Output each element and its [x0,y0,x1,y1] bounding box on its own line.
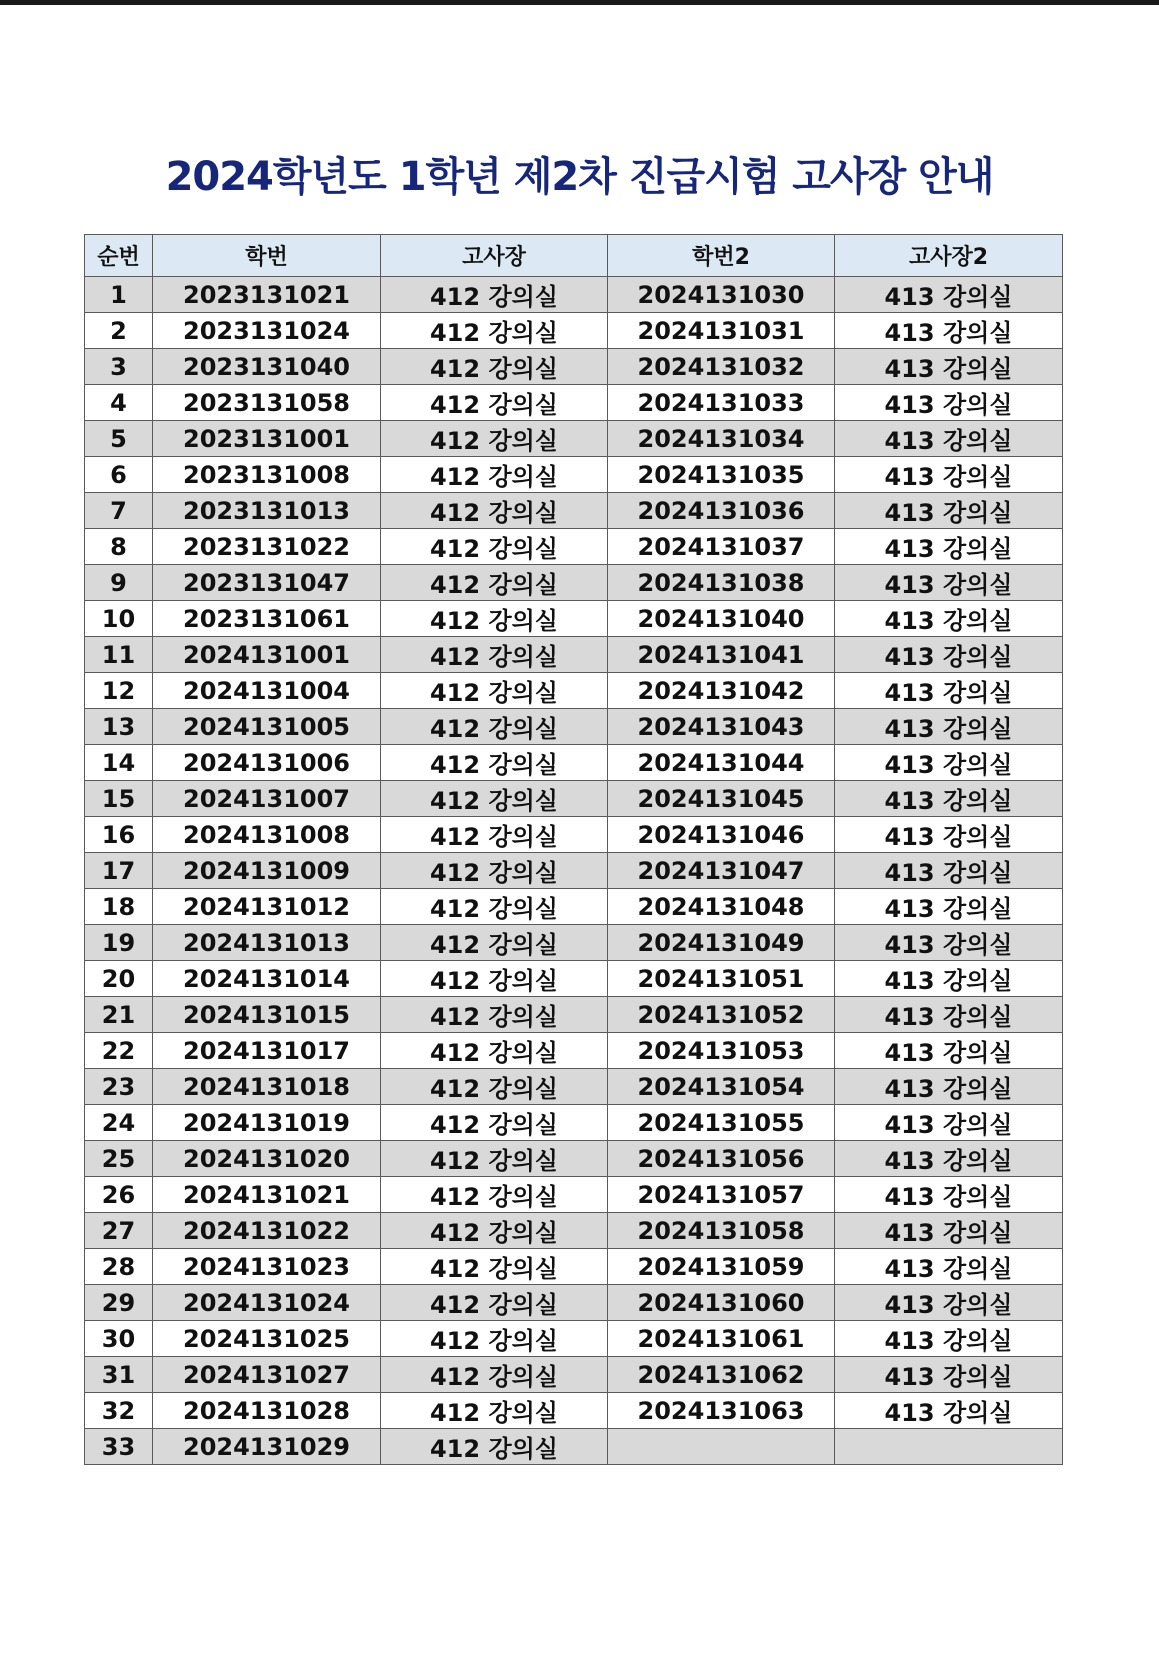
cell-exam-room-2: 413 강의실 [835,1249,1063,1285]
table-row [85,1141,1063,1177]
table-row [85,637,1063,673]
table-body [85,277,1063,1465]
cell-student-id: 2024131013 [153,925,381,961]
table-row [85,457,1063,493]
cell-seq: 15 [85,781,153,817]
cell-student-id-2: 2024131057 [608,1177,835,1213]
cell-seq: 14 [85,745,153,781]
cell-exam-room-2: 413 강의실 [835,889,1063,925]
cell-exam-room-2: 413 강의실 [835,745,1063,781]
table-row [85,349,1063,385]
cell-student-id-2: 2024131060 [608,1285,835,1321]
cell-student-id-2: 2024131036 [608,493,835,529]
cell-student-id-2: 2024131047 [608,853,835,889]
cell-student-id: 2024131014 [153,961,381,997]
cell-student-id: 2024131021 [153,1177,381,1213]
cell-seq: 32 [85,1393,153,1429]
cell-student-id: 2024131017 [153,1033,381,1069]
exam-room-table [84,234,1063,1465]
table-row [85,1285,1063,1321]
cell-exam-room: 412 강의실 [381,781,608,817]
cell-seq: 5 [85,421,153,457]
cell-student-id: 2024131029 [153,1429,381,1465]
cell-exam-room: 412 강의실 [381,1249,608,1285]
table-row [85,565,1063,601]
cell-student-id: 2023131021 [153,277,381,313]
cell-student-id-2: 2024131030 [608,277,835,313]
cell-student-id-2: 2024131044 [608,745,835,781]
cell-student-id-2: 2024131032 [608,349,835,385]
cell-student-id: 2024131008 [153,817,381,853]
cell-seq: 12 [85,673,153,709]
cell-student-id-2: 2024131062 [608,1357,835,1393]
cell-student-id: 2024131005 [153,709,381,745]
cell-seq: 16 [85,817,153,853]
cell-exam-room: 412 강의실 [381,889,608,925]
cell-exam-room: 412 강의실 [381,1213,608,1249]
table-row [85,673,1063,709]
cell-exam-room: 412 강의실 [381,745,608,781]
cell-exam-room-2: 413 강의실 [835,349,1063,385]
cell-student-id: 2024131012 [153,889,381,925]
cell-seq: 8 [85,529,153,565]
cell-student-id-2: 2024131055 [608,1105,835,1141]
cell-exam-room: 412 강의실 [381,817,608,853]
table-row [85,1033,1063,1069]
cell-exam-room: 412 강의실 [381,1033,608,1069]
header-exam-room-2: 고사장2 [835,235,1063,277]
cell-exam-room-2: 413 강의실 [835,637,1063,673]
cell-exam-room: 412 강의실 [381,529,608,565]
cell-exam-room: 412 강의실 [381,601,608,637]
cell-seq: 13 [85,709,153,745]
cell-exam-room-2: 413 강의실 [835,1033,1063,1069]
cell-seq: 21 [85,997,153,1033]
cell-seq: 9 [85,565,153,601]
cell-exam-room-2: 413 강의실 [835,529,1063,565]
cell-exam-room-2: 413 강의실 [835,1069,1063,1105]
cell-student-id: 2023131061 [153,601,381,637]
cell-student-id-2: 2024131056 [608,1141,835,1177]
cell-exam-room: 412 강의실 [381,1177,608,1213]
table-row [85,1177,1063,1213]
cell-exam-room-2: 413 강의실 [835,817,1063,853]
header-exam-room: 고사장 [381,235,608,277]
table-row [85,745,1063,781]
cell-student-id-2: 2024131053 [608,1033,835,1069]
cell-exam-room: 412 강의실 [381,421,608,457]
cell-exam-room: 412 강의실 [381,1105,608,1141]
cell-student-id-2: 2024131043 [608,709,835,745]
table-row [85,961,1063,997]
table-row [85,853,1063,889]
table-row [85,313,1063,349]
cell-student-id: 2024131001 [153,637,381,673]
cell-exam-room-2: 413 강의실 [835,1213,1063,1249]
cell-seq: 30 [85,1321,153,1357]
cell-exam-room-2: 413 강의실 [835,1141,1063,1177]
cell-student-id-2: 2024131038 [608,565,835,601]
table-row [85,709,1063,745]
cell-exam-room: 412 강의실 [381,277,608,313]
cell-exam-room-2 [835,1429,1063,1465]
cell-exam-room-2: 413 강의실 [835,385,1063,421]
cell-seq: 22 [85,1033,153,1069]
table-row [85,1429,1063,1465]
cell-student-id: 2024131027 [153,1357,381,1393]
cell-student-id: 2024131004 [153,673,381,709]
table-row [85,1069,1063,1105]
cell-exam-room: 412 강의실 [381,1429,608,1465]
table-row [85,601,1063,637]
cell-student-id-2: 2024131054 [608,1069,835,1105]
cell-student-id: 2024131025 [153,1321,381,1357]
cell-seq: 27 [85,1213,153,1249]
cell-student-id-2: 2024131049 [608,925,835,961]
cell-exam-room: 412 강의실 [381,313,608,349]
cell-exam-room: 412 강의실 [381,1321,608,1357]
table-row [85,529,1063,565]
cell-student-id-2: 2024131048 [608,889,835,925]
cell-seq: 4 [85,385,153,421]
page-title: 2024학년도 1학년 제2차 진급시험 고사장 안내 [165,154,994,200]
cell-seq: 17 [85,853,153,889]
cell-student-id: 2023131013 [153,493,381,529]
cell-seq: 31 [85,1357,153,1393]
header-student-id: 학번 [153,235,381,277]
cell-exam-room-2: 413 강의실 [835,1357,1063,1393]
cell-exam-room-2: 413 강의실 [835,493,1063,529]
cell-seq: 10 [85,601,153,637]
cell-exam-room-2: 413 강의실 [835,961,1063,997]
cell-seq: 7 [85,493,153,529]
cell-exam-room: 412 강의실 [381,1357,608,1393]
cell-exam-room-2: 413 강의실 [835,1321,1063,1357]
cell-seq: 2 [85,313,153,349]
cell-student-id-2: 2024131037 [608,529,835,565]
cell-student-id-2: 2024131059 [608,1249,835,1285]
cell-seq: 20 [85,961,153,997]
table-row [85,421,1063,457]
cell-exam-room-2: 413 강의실 [835,781,1063,817]
cell-seq: 26 [85,1177,153,1213]
cell-exam-room-2: 413 강의실 [835,709,1063,745]
cell-student-id: 2024131020 [153,1141,381,1177]
cell-student-id-2: 2024131045 [608,781,835,817]
cell-student-id: 2024131028 [153,1393,381,1429]
cell-seq: 24 [85,1105,153,1141]
cell-student-id: 2024131024 [153,1285,381,1321]
cell-exam-room: 412 강의실 [381,1285,608,1321]
table-row [85,277,1063,313]
cell-exam-room: 412 강의실 [381,961,608,997]
cell-exam-room-2: 413 강의실 [835,853,1063,889]
table-row [85,925,1063,961]
table-row [85,1105,1063,1141]
cell-seq: 23 [85,1069,153,1105]
cell-student-id: 2023131040 [153,349,381,385]
cell-student-id-2: 2024131034 [608,421,835,457]
cell-exam-room-2: 413 강의실 [835,1177,1063,1213]
cell-exam-room: 412 강의실 [381,493,608,529]
table-row [85,1249,1063,1285]
cell-student-id-2: 2024131035 [608,457,835,493]
cell-student-id-2: 2024131040 [608,601,835,637]
table-row [85,385,1063,421]
cell-student-id-2: 2024131051 [608,961,835,997]
header-row [85,235,1063,277]
table-row [85,1393,1063,1429]
cell-exam-room-2: 413 강의실 [835,1105,1063,1141]
cell-exam-room: 412 강의실 [381,853,608,889]
cell-student-id-2: 2024131042 [608,673,835,709]
cell-seq: 1 [85,277,153,313]
cell-exam-room: 412 강의실 [381,457,608,493]
cell-exam-room-2: 413 강의실 [835,277,1063,313]
cell-student-id: 2024131022 [153,1213,381,1249]
cell-exam-room: 412 강의실 [381,709,608,745]
header-seq: 순번 [85,235,153,277]
cell-exam-room: 412 강의실 [381,1069,608,1105]
table-row [85,1321,1063,1357]
cell-student-id: 2024131018 [153,1069,381,1105]
cell-student-id: 2024131015 [153,997,381,1033]
cell-student-id-2: 2024131031 [608,313,835,349]
cell-exam-room-2: 413 강의실 [835,1393,1063,1429]
table-row [85,1357,1063,1393]
table-row [85,997,1063,1033]
table-row [85,1213,1063,1249]
cell-seq: 29 [85,1285,153,1321]
cell-seq: 28 [85,1249,153,1285]
cell-student-id: 2024131006 [153,745,381,781]
table-header [85,235,1063,277]
cell-exam-room-2: 413 강의실 [835,673,1063,709]
cell-student-id: 2023131008 [153,457,381,493]
cell-exam-room-2: 413 강의실 [835,601,1063,637]
table-row [85,817,1063,853]
cell-seq: 18 [85,889,153,925]
cell-exam-room: 412 강의실 [381,565,608,601]
cell-student-id: 2024131009 [153,853,381,889]
cell-seq: 3 [85,349,153,385]
cell-exam-room-2: 413 강의실 [835,457,1063,493]
cell-seq: 25 [85,1141,153,1177]
top-border-bar [0,0,1159,5]
cell-seq: 11 [85,637,153,673]
cell-student-id: 2023131024 [153,313,381,349]
cell-student-id-2: 2024131033 [608,385,835,421]
cell-student-id-2: 2024131052 [608,997,835,1033]
cell-exam-room: 412 강의실 [381,997,608,1033]
cell-student-id: 2023131022 [153,529,381,565]
cell-student-id: 2024131023 [153,1249,381,1285]
cell-student-id-2: 2024131061 [608,1321,835,1357]
cell-student-id: 2024131019 [153,1105,381,1141]
cell-student-id-2: 2024131046 [608,817,835,853]
table-row [85,781,1063,817]
cell-seq: 33 [85,1429,153,1465]
cell-student-id: 2023131058 [153,385,381,421]
cell-exam-room: 412 강의실 [381,1393,608,1429]
cell-exam-room-2: 413 강의실 [835,565,1063,601]
cell-student-id: 2023131001 [153,421,381,457]
cell-student-id-2: 2024131058 [608,1213,835,1249]
cell-exam-room-2: 413 강의실 [835,1285,1063,1321]
cell-exam-room: 412 강의실 [381,673,608,709]
cell-exam-room: 412 강의실 [381,349,608,385]
cell-exam-room-2: 413 강의실 [835,313,1063,349]
cell-seq: 6 [85,457,153,493]
cell-exam-room: 412 강의실 [381,637,608,673]
cell-student-id: 2024131007 [153,781,381,817]
cell-exam-room-2: 413 강의실 [835,421,1063,457]
cell-exam-room-2: 413 강의실 [835,925,1063,961]
table-row [85,493,1063,529]
cell-student-id-2 [608,1429,835,1465]
cell-seq: 19 [85,925,153,961]
cell-student-id-2: 2024131041 [608,637,835,673]
cell-exam-room-2: 413 강의실 [835,997,1063,1033]
cell-student-id: 2023131047 [153,565,381,601]
table-row [85,889,1063,925]
cell-exam-room: 412 강의실 [381,925,608,961]
cell-exam-room: 412 강의실 [381,1141,608,1177]
cell-exam-room: 412 강의실 [381,385,608,421]
header-student-id-2: 학번2 [608,235,835,277]
cell-student-id-2: 2024131063 [608,1393,835,1429]
